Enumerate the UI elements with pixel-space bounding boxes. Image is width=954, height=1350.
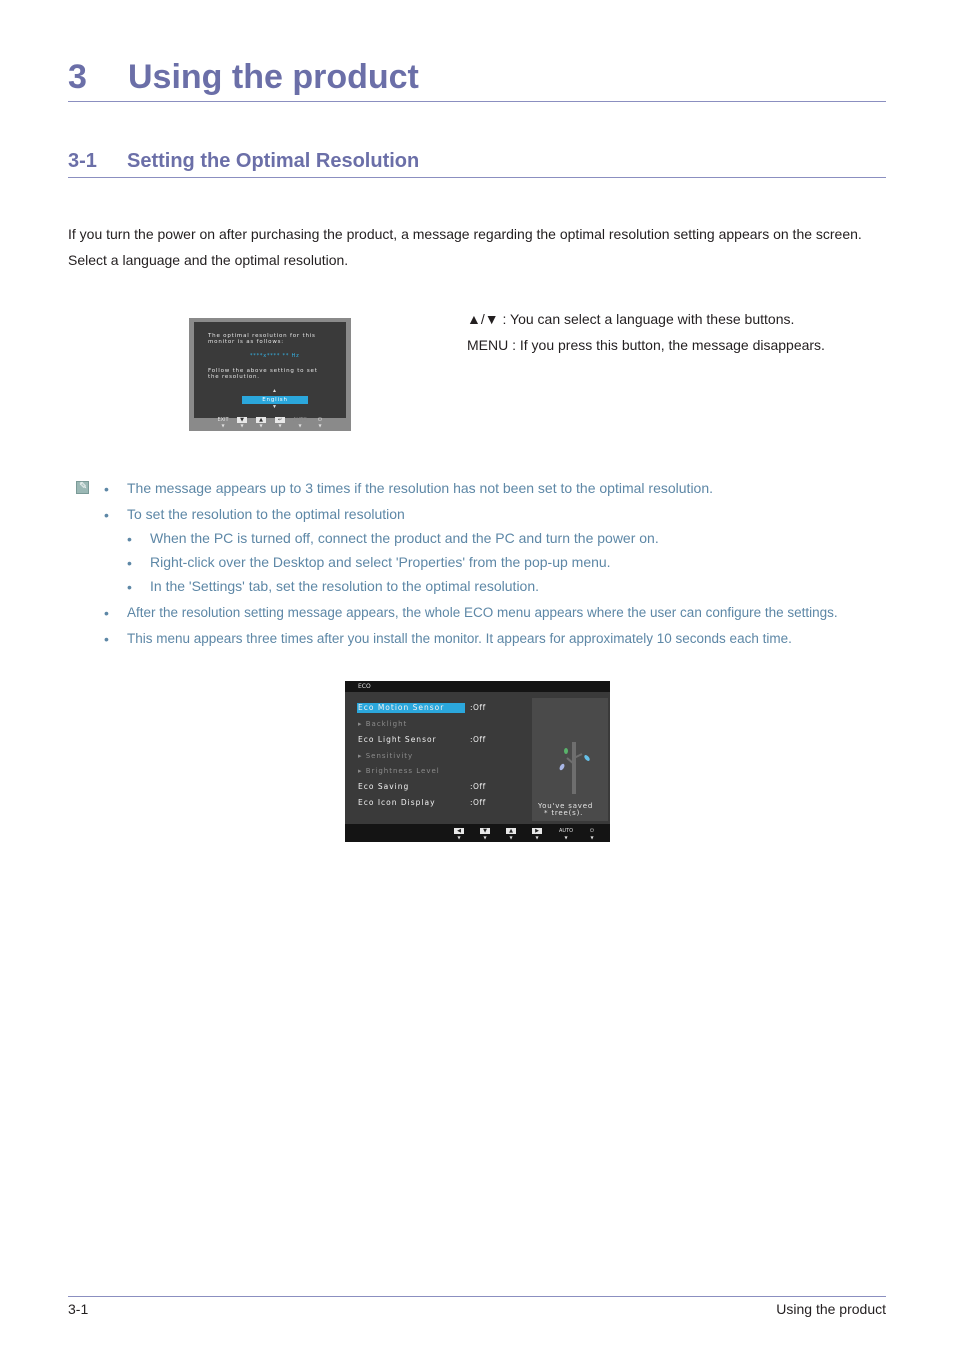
eco-auto-button[interactable] [559,828,573,841]
exit-button-label: EXIT [217,417,229,423]
chapter-heading [68,58,419,97]
eco-power-button[interactable] [586,828,598,841]
power-icon: ⏻ [318,417,322,423]
power-button[interactable] [313,417,327,429]
eco-up-button[interactable] [505,828,517,841]
eco-right-button[interactable] [531,828,543,841]
eco-left-button[interactable] [453,828,465,841]
down-button[interactable] [235,417,249,429]
eco-item-eco-saving[interactable]: Eco Saving [358,782,410,791]
osd-button-row [194,416,346,428]
intro-line-2: Select a language and the optimal resolution. [68,252,349,268]
sub-bullet-marker: • [127,579,132,595]
caret-down-icon: ▼ [564,835,568,840]
down-arrow-icon: ▼ [480,828,490,834]
eco-saving-panel [532,698,608,821]
up-button-label: ▲ [256,417,266,423]
enter-button[interactable] [273,417,287,429]
down-arrow-icon: ▼ [272,404,277,410]
auto-label: AUTO [559,828,574,834]
osd-text-line-2: monitor is as follows: [208,339,284,345]
caret-down-icon: ▼ [298,423,302,428]
osd-text-line-3: Follow the above setting to set [208,368,318,374]
caret-down-icon: ▼ [240,423,244,428]
eco-item-icon-display-value: :Off [470,798,486,807]
eco-item-brightness-level: ▸ Brightness Level [358,767,440,775]
eco-menu-screenshot [345,681,610,842]
down-button-label: ▼ [237,417,247,423]
auto-button[interactable] [293,417,307,429]
note-bullet-2: To set the resolution to the optimal resolution [127,506,405,522]
note-bullet-4: This menu appears three times after you install the monitor. It appears for approximately 10 seconds each time. [127,631,792,646]
eco-title-bar [345,681,610,692]
power-icon: ⏻ [590,828,594,834]
exit-button[interactable] [216,417,230,429]
legend-menu-button: MENU : If you press this button, the message disappears. [467,337,825,353]
caret-down-icon: ▼ [509,835,513,840]
bullet-marker: • [104,507,109,523]
caret-down-icon: ▼ [457,835,461,840]
caret-down-icon: ▼ [221,423,225,428]
caret-down-icon: ▼ [590,835,594,840]
note-sub-bullet-1: When the PC is turned off, connect the product and the PC and turn the power on. [150,530,659,546]
osd-text-line-1: The optimal resolution for this [208,333,316,339]
osd-resolution-value: ****x**** ** Hz [250,353,300,359]
language-selector[interactable]: English [242,396,308,404]
up-button[interactable] [254,417,268,429]
chapter-title: Using the product [128,58,419,96]
eco-menu-title: ECO [358,683,371,690]
up-arrow-icon: ▲ [272,388,277,394]
eco-saved-line-1: You've saved [538,802,594,810]
caret-down-icon: ▼ [535,835,539,840]
osd-text-line-4: the resolution. [208,374,260,380]
eco-item-eco-saving-value: :Off [470,782,486,791]
chapter-divider [68,101,886,102]
eco-item-motion-sensor-value: :Off [470,703,486,712]
footer-divider [68,1296,886,1297]
section-heading [68,150,419,173]
left-arrow-icon: ◀ [454,828,464,834]
caret-down-icon: ▼ [483,835,487,840]
eco-item-backlight: ▸ Backlight [358,720,408,728]
auto-button-label: AUTO [293,417,308,423]
footer-chapter-title: Using the product [776,1301,886,1317]
sub-bullet-marker: • [127,555,132,571]
caret-down-icon: ▼ [259,423,263,428]
note-bullet-1: The message appears up to 3 times if the resolution has not been set to the optimal resolution. [127,480,714,496]
section-number: 3-1 [68,150,97,172]
legend-arrow-buttons: ▲/▼ : You can select a language with these buttons. [467,311,795,327]
osd-screen [194,322,346,418]
eco-saved-line-2: * tree(s). [544,809,584,817]
caret-down-icon: ▼ [278,423,282,428]
eco-button-row [345,824,610,842]
bullet-marker: • [104,481,109,497]
eco-item-icon-display[interactable]: Eco Icon Display [358,798,436,807]
section-divider [68,177,886,178]
intro-line-1: If you turn the power on after purchasing the product, a message regarding the optimal resolution setting appears on the screen. [68,226,862,242]
right-arrow-icon: ▶ [532,828,542,834]
eco-item-motion-sensor[interactable]: Eco Motion Sensor [358,703,445,712]
bullet-marker: • [104,605,109,621]
note-bullet-3: After the resolution setting message appears, the whole ECO menu appears where the user can configure the settings. [127,605,838,620]
caret-down-icon: ▼ [318,423,322,428]
note-sub-bullet-3: In the 'Settings' tab, set the resolution to the optimal resolution. [150,578,540,594]
footer-page-number: 3-1 [68,1301,89,1317]
note-sub-bullet-2: Right-click over the Desktop and select 'Properties' from the pop-up menu. [150,554,611,570]
resolution-message-screenshot [189,318,351,431]
chapter-number: 3 [68,58,87,96]
sub-bullet-marker: • [127,531,132,547]
bullet-marker: • [104,631,109,647]
note-icon: ✎ [76,481,89,494]
section-title: Setting the Optimal Resolution [127,150,420,172]
eco-item-light-sensor[interactable]: Eco Light Sensor [358,735,437,744]
eco-item-light-sensor-value: :Off [470,735,486,744]
eco-item-sensitivity: ▸ Sensitivity [358,752,414,760]
up-arrow-icon: ▲ [506,828,516,834]
enter-button-label: ↵ [275,417,285,423]
eco-down-button[interactable] [479,828,491,841]
